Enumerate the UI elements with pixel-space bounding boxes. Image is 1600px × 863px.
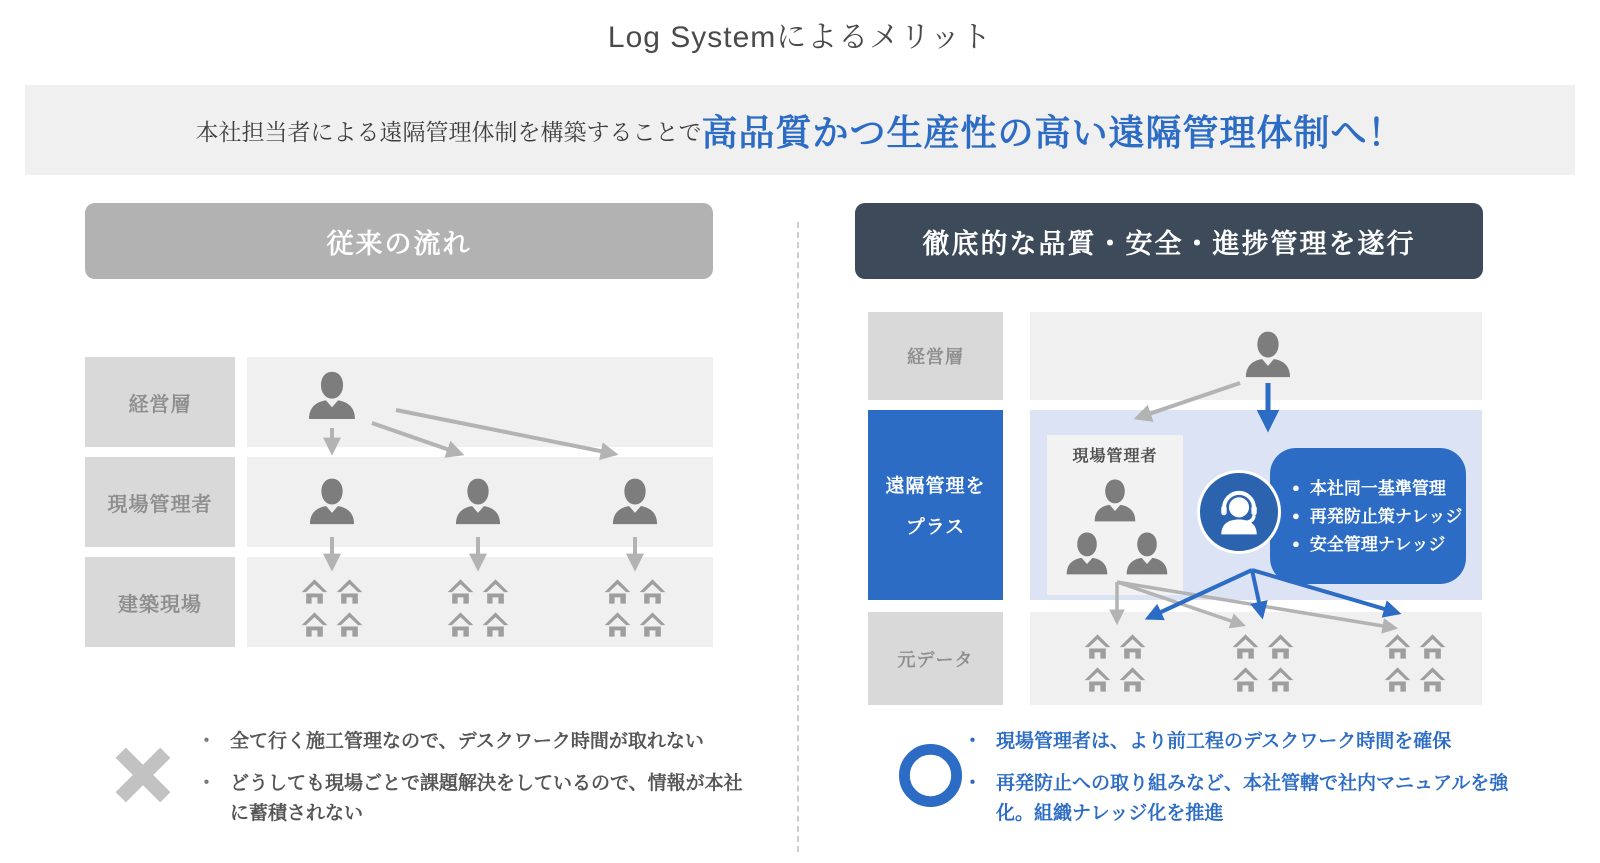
house-icon [1419,666,1446,693]
remote-manager-badge [1197,470,1281,554]
house-icon [604,611,631,638]
benefit-item: ● 本社同一基準管理 [1292,480,1462,497]
row-label-text: 現場管理者 [107,493,213,516]
person-icon [1124,531,1170,577]
house-group [301,578,363,638]
house-icon [1084,633,1111,660]
operator-headset-icon [1211,484,1267,540]
list-item: ・ 現場管理者は、より前工程のデスクワーク時間を確保 [963,727,1528,756]
row-label-text: 遠隔管理を [885,476,986,497]
house-icon [1119,666,1146,693]
person-icon [306,370,358,422]
right-points-list [963,727,1528,841]
person-icon [1092,478,1138,524]
banner-lead-text: 本社担当者による遠隔管理体制を構築することで [195,118,702,145]
house-icon [1084,666,1111,693]
benefits-list [1270,469,1462,564]
left-points-list [197,727,745,841]
right-panel-header-label: 徹底的な品質・安全・進捗管理を遂行 [922,228,1416,259]
person-icon [453,477,503,527]
cross-icon [112,744,174,806]
house-group [447,578,509,638]
left-panel-header-label: 従来の流れ [326,228,472,259]
benefit-item: ● 安全管理ナレッジ [1292,536,1462,553]
house-icon [447,578,474,605]
banner-highlight-text: 高品質かつ生産性の高い遠隔管理体制へ！ [701,111,1405,153]
house-icon [1267,666,1294,693]
page-title: Log Systemによるメリット [607,21,993,54]
row-label-text: プラス [905,517,966,538]
benefit-item: ● 再発防止策ナレッジ [1292,508,1462,525]
list-item: ・ 再発防止への取り組みなど、本社管轄で社内マニュアルを強化。組織ナレッジ化を推進 [963,769,1528,828]
house-icon [639,578,666,605]
person-icon [610,477,660,527]
house-icon [1419,633,1446,660]
house-icon [1119,633,1146,660]
house-icon [1384,633,1411,660]
left-row-label-site-managers [85,457,235,547]
site-manager-box-label: 現場管理者 [1072,448,1158,465]
house-group [604,578,666,638]
right-row-label-data [868,612,1003,705]
house-icon [1267,633,1294,660]
house-icon [447,611,474,638]
person-icon [1064,531,1110,577]
row-label-text: 経営層 [128,393,192,416]
house-icon [336,578,363,605]
house-icon [336,611,363,638]
house-icon [301,578,328,605]
house-group [1232,633,1294,693]
house-icon [1384,666,1411,693]
house-icon [482,578,509,605]
headline-banner [25,85,1575,175]
row-label-text: 建築現場 [118,593,202,616]
left-row-label-executives [85,357,235,447]
right-row-label-executives [868,312,1003,400]
circle-icon [897,742,964,809]
house-icon [639,611,666,638]
house-icon [482,611,509,638]
house-icon [301,611,328,638]
list-item: ・ どうしても現場ごとで課題解決をしているので、情報が本社に蓄積されない [197,769,745,828]
right-panel-header [855,203,1483,279]
left-panel-header [85,203,713,279]
house-group [1384,633,1446,693]
left-row-label-sites [85,557,235,647]
person-icon [307,477,357,527]
list-item: ・ 全て行く施工管理なので、デスクワーク時間が取れない [197,727,745,756]
row-label-text: 経営層 [907,347,964,367]
panel-divider [797,222,799,852]
benefits-bubble [1270,448,1466,584]
person-icon [1243,330,1293,380]
house-icon [604,578,631,605]
house-icon [1232,666,1259,693]
right-row-label-remote [868,410,1003,600]
house-group [1084,633,1146,693]
row-label-text: 元データ [897,649,974,670]
house-icon [1232,633,1259,660]
